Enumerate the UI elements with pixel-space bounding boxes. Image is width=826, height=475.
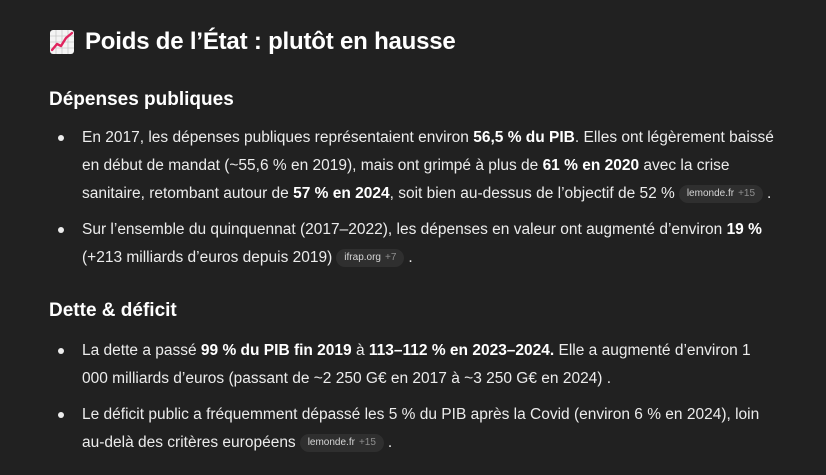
list-item: La dette a passé 99 % du PIB fin 2019 à 113–112 % en 2023–2024. Elle a augmenté d’environ 1 000 milliards d’euros (passant de ~2 250 G€ en 2017 à ~3 250 G€ en 2024) . — [58, 337, 778, 393]
bullet-list-depenses — [58, 124, 778, 280]
section-heading-dette: Dette & déficit — [49, 300, 177, 321]
citation-chip[interactable]: lemonde.fr +15 — [679, 185, 763, 203]
chart-increasing-icon — [49, 29, 75, 55]
list-item: En 2017, les dépenses publiques représentaient environ 56,5 % du PIB. Elles ont légèrement baissé en début de mandat (~55,6 % en 2019), mais ont grimpé à plus de 61 % en 2020 avec la crise sanitaire, retombant autour de 57 % en 2024, soit bien au-dessus de l’objectif de 52 % lemonde.fr +15 . — [58, 124, 778, 208]
bullet-list-dette — [58, 337, 778, 465]
page-title — [49, 28, 456, 56]
list-item: Le déficit public a fréquemment dépassé les 5 % du PIB après la Covid (environ 6 % en 2024), loin au-delà des critères européens lemonde.fr +15 . — [58, 401, 778, 457]
citation-chip[interactable]: ifrap.org +7 — [336, 249, 404, 267]
citation-chip[interactable]: lemonde.fr +15 — [300, 434, 384, 452]
list-item: Sur l’ensemble du quinquennat (2017–2022), les dépenses en valeur ont augmenté d’environ 19 % (+213 milliards d’euros depuis 2019) ifrap.org +7 . — [58, 216, 778, 272]
section-heading-depenses: Dépenses publiques — [49, 89, 234, 110]
page-title-text: Poids de l’État : plutôt en hausse — [85, 28, 456, 55]
